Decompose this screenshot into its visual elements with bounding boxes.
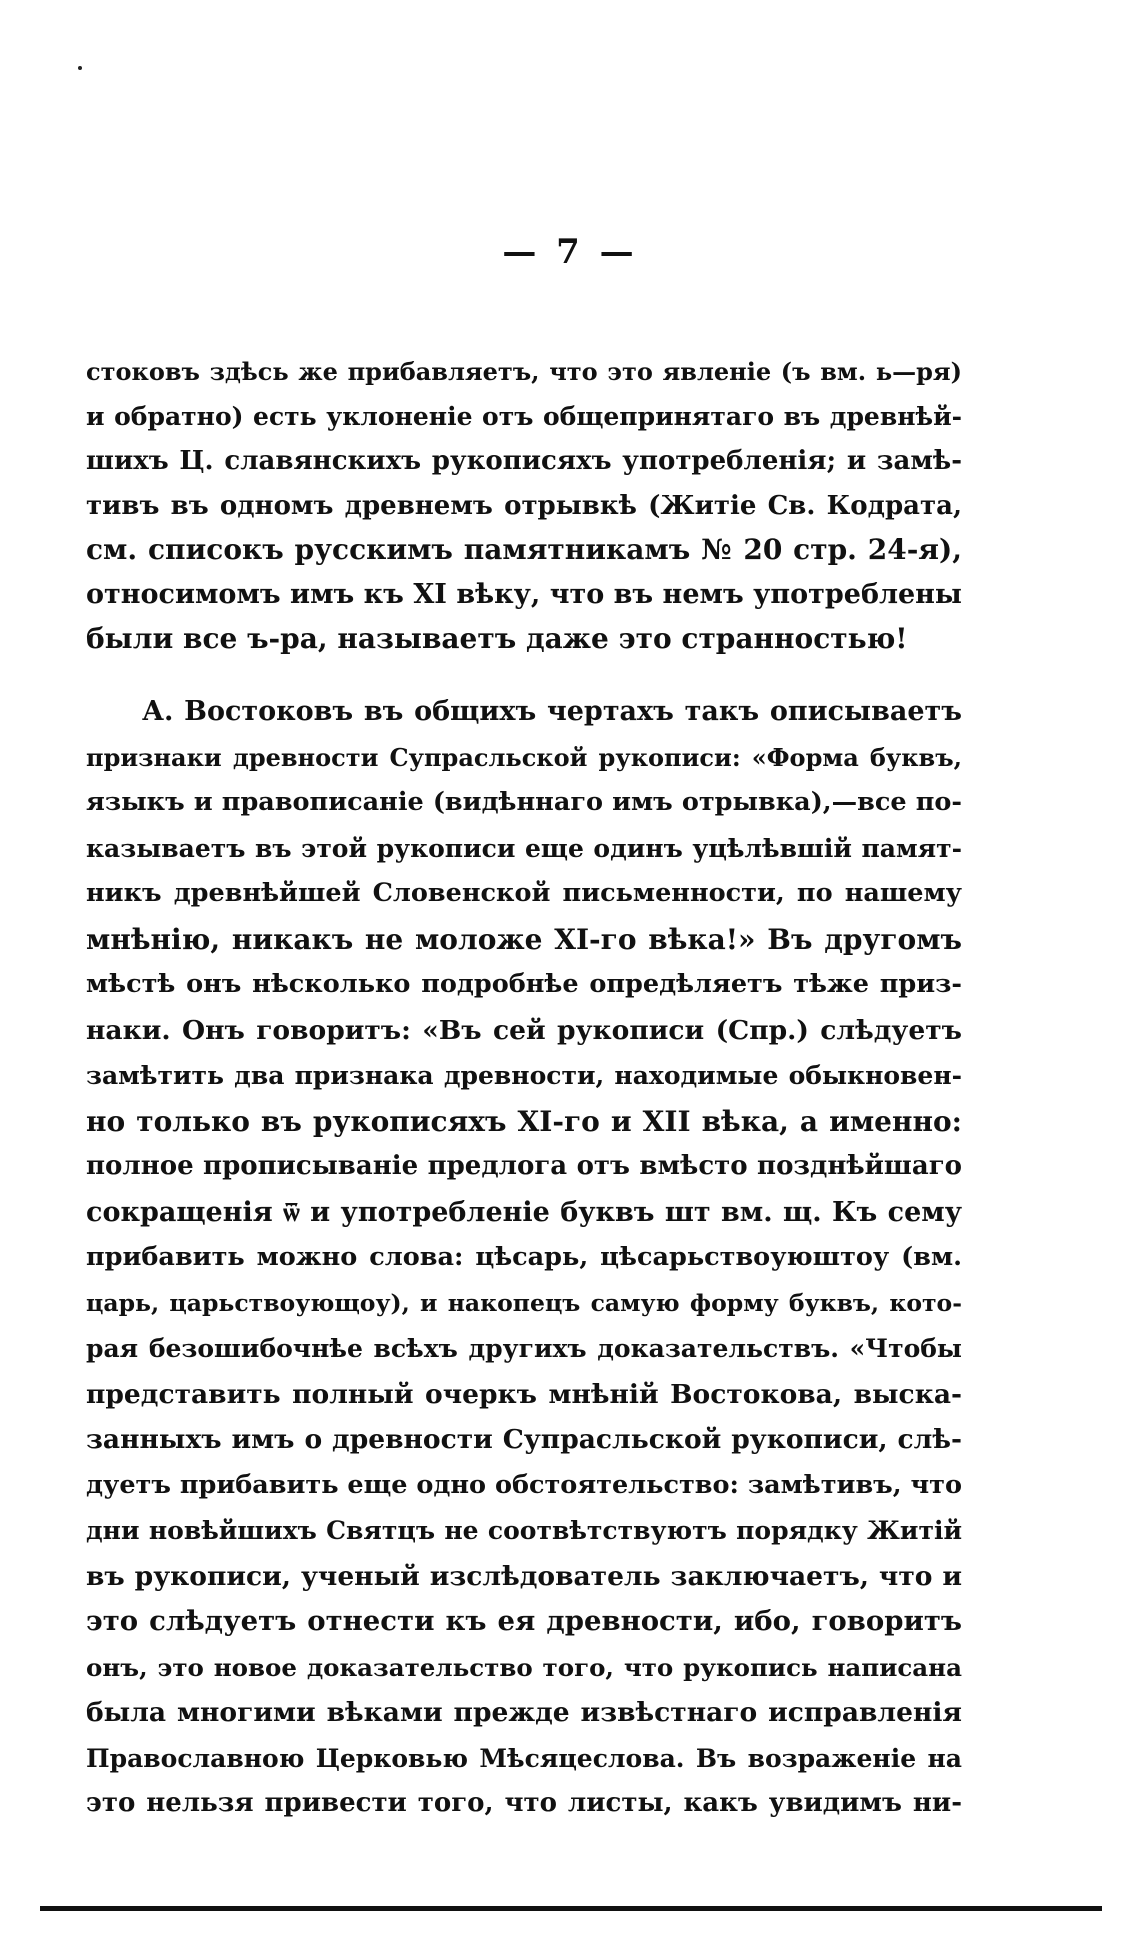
text-line: полное прописываніе предлога отъ вмѣсто позднѣйшаго [86, 1151, 962, 1181]
text-line: признаки древности Супрасльской рукописи: «Форма буквъ, [86, 742, 962, 772]
text-line: наки. Онъ говоритъ: «Въ сей рукописи (Спр.) слѣдуетъ [86, 1014, 962, 1046]
text-line: представить полный очеркъ мнѣній Востокова, выска- [86, 1378, 962, 1410]
text-line: А. Востоковъ въ общихъ чертахъ такъ описываетъ [142, 696, 962, 727]
text-line: въ рукописи, ученый изслѣдователь заключаетъ, что и [86, 1560, 962, 1592]
text-line: замѣтить два признака древности, находимые обыкновен- [86, 1061, 962, 1090]
text-line: это нельзя привести того, что листы, какъ увидимъ ни- [86, 1788, 962, 1818]
text-line: дуетъ прибавить еще одно обстоятельство: замѣтивъ, что [86, 1469, 962, 1500]
paragraph-1 [86, 350, 962, 662]
text-line: стоковъ здѣсь же прибавляетъ, что это явленіе (ъ вм. ь—ря) [86, 357, 962, 386]
text-line: казываетъ въ этой рукописи еще одинъ уцѣлѣвшій памят- [86, 833, 962, 863]
text-line: см. списокъ русскимъ памятникамъ № 20 стр. 24-я), [86, 533, 962, 566]
text-line: и обратно) есть уклоненіе отъ общепринятаго въ древнѣй- [86, 401, 962, 431]
text-line: дни новѣйшихъ Святцъ не соотвѣтствуютъ порядку Житій [86, 1516, 962, 1545]
text-line: Православною Церковью Мѣсяцеслова. Въ возраженіе на [86, 1743, 962, 1773]
text-line: мнѣнію, никакъ не моложе XI-го вѣка!» Въ другомъ [86, 922, 962, 956]
text-line: сокращенія ѿ и употребленіе буквъ шт вм. щ. Къ сему [86, 1196, 962, 1228]
text-line: но только въ рукописяхъ XI-го и XII вѣка, а именно: [86, 1104, 962, 1138]
text-line: занныхъ имъ о древности Супрасльской рукописи, слѣ- [86, 1424, 962, 1455]
paragraph-2 [86, 689, 962, 1827]
ink-speck [78, 66, 82, 70]
text-line: царь, царьствоующоу), и накопецъ самую форму буквъ, кото- [86, 1288, 962, 1317]
text-line: были все ъ-ра, называетъ даже это странностью! [86, 622, 908, 655]
page-number: — 7 — [502, 232, 638, 272]
text-line: языкъ и правописаніе (видѣннаго имъ отрывка),—все по- [86, 787, 962, 817]
text-line: рая безошибочнѣе всѣхъ другихъ доказательствъ. «Чтобы [86, 1334, 962, 1363]
text-line: была многими вѣками прежде извѣстнаго исправленія [86, 1697, 962, 1728]
text-line: мѣстѣ онъ нѣсколько подробнѣе опредѣляетъ тѣже приз- [86, 969, 962, 999]
text-line: прибавить можно слова: цѣсарь, цѣсарьствоуюштоу (вм. [86, 1242, 962, 1272]
text-line: никъ древнѣйшей Словенской письменности, по нашему [86, 878, 962, 908]
text-line: онъ, это новое доказательство того, что рукопись написана [86, 1652, 962, 1682]
text-line: тивъ въ одномъ древнемъ отрывкѣ (Житіе Св. Кодрата, [86, 490, 962, 521]
text-line: относимомъ имъ къ XI вѣку, что въ немъ употреблены [86, 578, 962, 610]
bottom-rule [40, 1906, 1102, 1911]
text-line: шихъ Ц. славянскихъ рукописяхъ употребленія; и замѣ- [86, 446, 962, 476]
text-line: это слѣдуетъ отнести къ ея древности, ибо, говоритъ [86, 1605, 962, 1637]
